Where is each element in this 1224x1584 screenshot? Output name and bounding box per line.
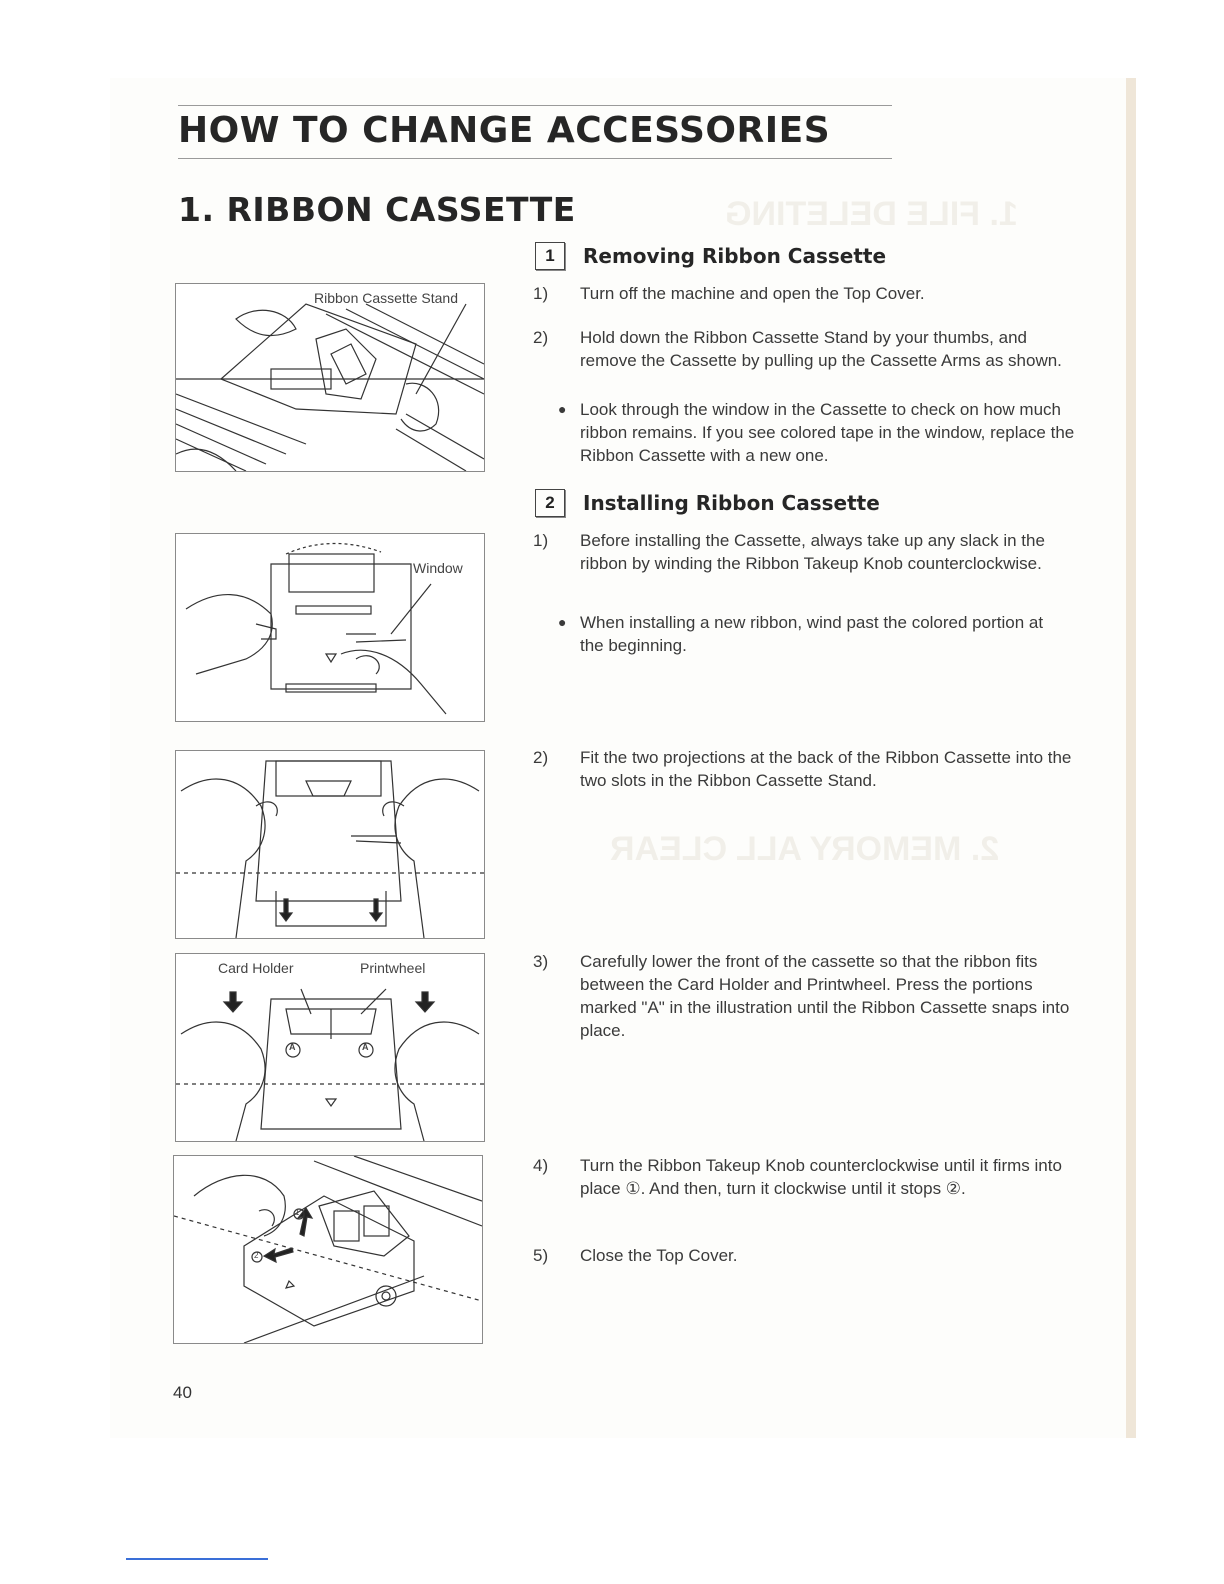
- page-edge-shadow: [1126, 78, 1136, 1438]
- label-window: Window: [413, 560, 463, 576]
- mark-a-left: A: [289, 1042, 296, 1052]
- subsection-number: 1: [535, 242, 565, 270]
- figure-takeup-knob: [173, 1155, 483, 1344]
- step-number: 4): [533, 1156, 549, 1175]
- label-printwheel: Printwheel: [360, 960, 426, 976]
- step-number: 1): [533, 531, 549, 550]
- subsection-title-removing: Removing Ribbon Cassette: [583, 244, 887, 268]
- step-text: Turn the Ribbon Takeup Knob counterclockwise until it firms into place ①. And then, turn it clockwise until it stops ②.: [580, 1156, 1062, 1198]
- step-text: Carefully lower the front of the cassette so that the ribbon fits between the Card Holder and Printwheel. Press the portions marked "A" in the illustration until the Ribbon Cassette snaps into place.: [580, 952, 1070, 1040]
- mark-a-right: A: [362, 1042, 369, 1052]
- footer-link-line: [126, 1558, 268, 1560]
- figure-lower-cassette: [175, 953, 485, 1142]
- step-text: Close the Top Cover.: [580, 1246, 738, 1265]
- bullet-dot: ●: [558, 614, 567, 630]
- remove-step-2: [533, 326, 1073, 372]
- remove-note: [558, 398, 1088, 467]
- remove-step-1: [533, 282, 1093, 305]
- subsection-installing-header: [535, 488, 880, 518]
- title-rule-top: [178, 105, 892, 106]
- figure-remove-cassette: [175, 283, 485, 472]
- subsection-number: 2: [535, 489, 565, 517]
- bullet-dot: ●: [558, 401, 567, 417]
- figure-fit-projections: [175, 750, 485, 939]
- install-step-5: [533, 1244, 1093, 1267]
- note-text: Look through the window in the Cassette to check on how much ribbon remains. If you see colored tape in the window, replace the Ribbon Cassette with a new one.: [580, 400, 1075, 465]
- install-step-4: [533, 1154, 1073, 1200]
- label-card-holder: Card Holder: [218, 960, 294, 976]
- page-title: HOW TO CHANGE ACCESSORIES: [178, 110, 831, 151]
- step-number: 3): [533, 952, 549, 971]
- bleed-through-text: 2. MEMORY ALL CLEAR: [610, 830, 1000, 868]
- install-note: [558, 611, 1048, 657]
- install-step-1: [533, 529, 1083, 575]
- step-number: 5): [533, 1246, 549, 1265]
- step-number: 1): [533, 284, 549, 303]
- title-rule-bottom: [178, 158, 892, 159]
- section-title: 1. RIBBON CASSETTE: [178, 190, 576, 229]
- step-text: Before installing the Cassette, always take up any slack in the ribbon by winding the Ribbon Takeup Knob counterclockwise.: [580, 531, 1045, 573]
- step-text: Turn off the machine and open the Top Cover.: [580, 284, 925, 303]
- mark-2: 2: [254, 1251, 259, 1260]
- step-text: Hold down the Ribbon Cassette Stand by your thumbs, and remove the Cassette by pulling up the Cassette Arms as shown.: [580, 328, 1062, 370]
- figure-cassette-window: [175, 533, 485, 722]
- label-ribbon-cassette-stand: Ribbon Cassette Stand: [314, 290, 458, 306]
- step-number: 2): [533, 328, 549, 347]
- subsection-removing-header: [535, 241, 886, 271]
- step-text: Fit the two projections at the back of the Ribbon Cassette into the two slots in the Ribbon Cassette Stand.: [580, 748, 1072, 790]
- page-number: 40: [173, 1383, 192, 1402]
- install-step-3: [533, 950, 1083, 1042]
- step-number: 2): [533, 748, 549, 767]
- bleed-through-text: 1. FILE DELETING: [725, 195, 1018, 233]
- mark-1: 1: [295, 1208, 300, 1217]
- note-text: When installing a new ribbon, wind past the colored portion at the beginning.: [580, 613, 1044, 655]
- install-step-2: [533, 746, 1093, 792]
- subsection-title-installing: Installing Ribbon Cassette: [583, 491, 880, 515]
